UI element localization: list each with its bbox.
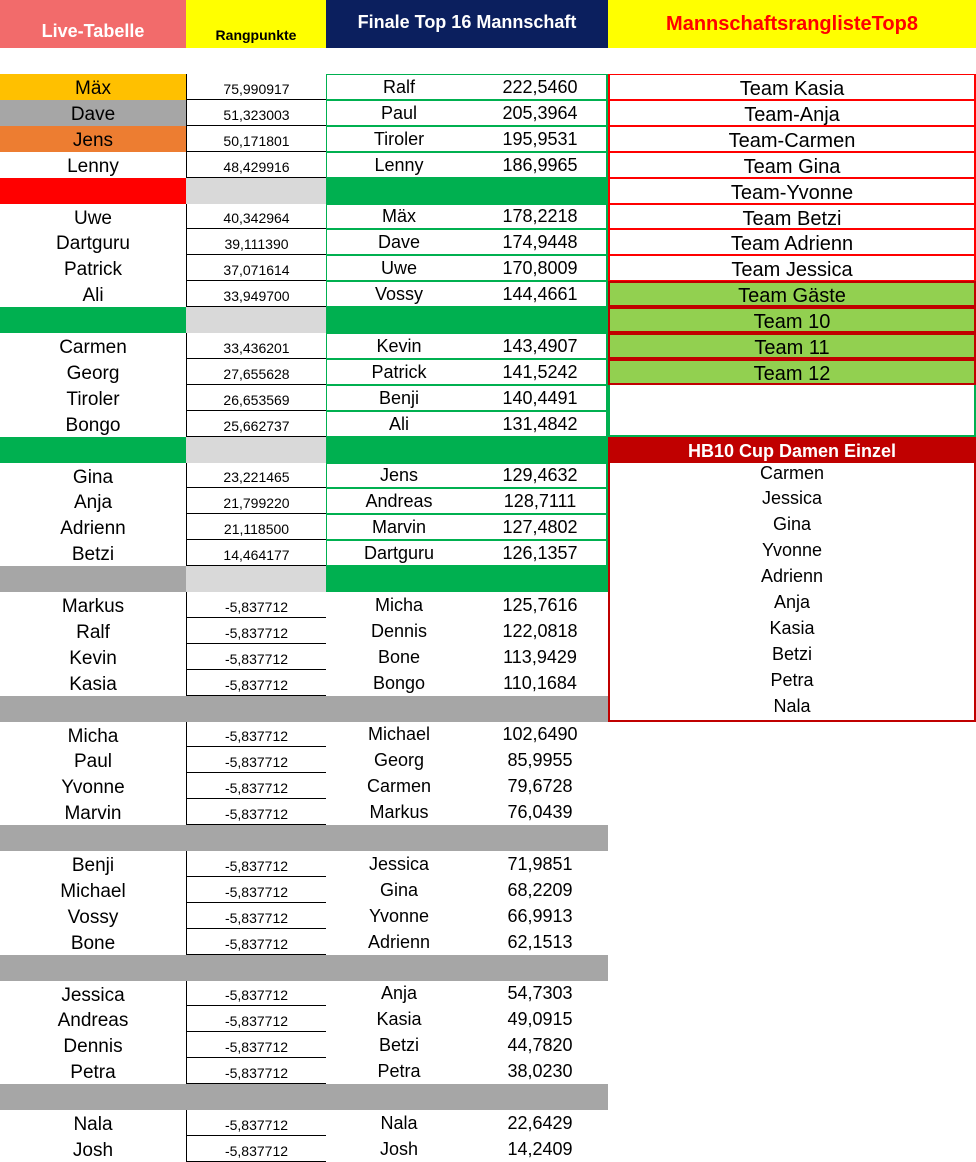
rank-points-header: Rangpunkte: [186, 0, 326, 48]
final-score: 131,4842: [502, 413, 578, 434]
player-name: Bongo: [65, 415, 121, 436]
final-player-name: Adrienn: [367, 931, 431, 952]
final-player-name: Ralf: [382, 76, 415, 97]
final-score: 49,0915: [507, 1008, 573, 1029]
player-name: Markus: [61, 596, 125, 617]
player-name: Jessica: [61, 984, 125, 1006]
final-cell-border: [326, 359, 608, 385]
rank-points: 39,111390: [186, 229, 326, 255]
final-score: 174,9448: [502, 231, 578, 252]
separator-final-cell: [326, 307, 608, 333]
rank-points: 37,071614: [186, 255, 326, 281]
final-player-name: Yvonne: [368, 905, 430, 926]
player-name: Vossy: [67, 907, 119, 928]
final-score: 76,0439: [507, 801, 573, 822]
player-name: Kasia: [69, 674, 117, 695]
final-player-name: Marvin: [371, 516, 426, 537]
final-score: 79,6728: [507, 775, 573, 796]
final-cell-border: [326, 126, 608, 152]
final-score: 68,2209: [507, 879, 573, 900]
rank-points: -5,837712: [186, 1032, 326, 1058]
final-score: 71,9851: [507, 853, 573, 874]
final-player-name: Nala: [380, 1112, 418, 1133]
player-name: Anja: [73, 492, 113, 513]
player-name: Gina: [72, 466, 114, 488]
final-player-name: Dennis: [370, 620, 428, 641]
rank-points: -5,837712: [186, 747, 326, 773]
cup-player: Yvonne: [761, 539, 823, 560]
final-player-name: Betzi: [378, 1034, 420, 1055]
final-player-name: Bone: [377, 646, 421, 667]
player-name: Uwe: [73, 207, 112, 229]
final-player-name: Bongo: [372, 672, 426, 693]
rank-points: -5,837712: [186, 670, 326, 696]
separator-row: [0, 955, 608, 981]
final-score: 178,2218: [502, 206, 578, 226]
final-player-name: Andreas: [365, 490, 433, 511]
final-cell-border: [326, 540, 608, 566]
team-item: Team Betzi: [608, 204, 976, 229]
team-item: [608, 411, 976, 437]
player-name: Mäx: [0, 74, 186, 100]
team-item: Team Gina: [608, 152, 976, 178]
final-cell-border: [326, 514, 608, 540]
rank-points: 51,323003: [186, 100, 326, 126]
team-item: Team Gäste: [608, 281, 976, 307]
final-player-name: Paul: [380, 102, 418, 123]
final-player-name: Mäx: [381, 206, 416, 226]
rank-points: -5,837712: [186, 877, 326, 903]
cup-player: Nala: [773, 695, 811, 716]
separator-points-cell: [186, 566, 326, 592]
cup-player: Gina: [772, 513, 812, 534]
rank-points: 40,342964: [186, 204, 326, 229]
final-score: 222,5460: [502, 76, 578, 97]
final-score: 143,4907: [502, 335, 578, 356]
final-score: 141,5242: [502, 361, 578, 382]
final-player-name: Vossy: [374, 283, 424, 304]
final-player-name: Micha: [374, 594, 423, 615]
player-name: Benji: [71, 855, 115, 876]
rank-points: -5,837712: [186, 644, 326, 670]
rank-points: 27,655628: [186, 359, 326, 385]
cup-player: Kasia: [769, 617, 815, 638]
rank-points: -5,837712: [186, 799, 326, 825]
rank-points: 75,990917: [186, 74, 326, 100]
separator-final-cell: [326, 437, 608, 463]
separator-name-cell: [0, 566, 186, 592]
final-score: 85,9955: [507, 749, 573, 770]
final-cell-border: [326, 255, 608, 281]
final-player-name: Patrick: [371, 361, 427, 382]
cup-player: Carmen: [759, 462, 825, 483]
rank-points: -5,837712: [186, 981, 326, 1006]
team-item: Team 11: [608, 333, 976, 359]
rank-points: -5,837712: [186, 903, 326, 929]
player-name: Bone: [70, 933, 116, 954]
cup-player: Petra: [770, 669, 814, 690]
final-score: 122,0818: [502, 620, 578, 641]
team-item: Team-Anja: [608, 100, 976, 126]
final-player-name: Jens: [379, 465, 419, 485]
player-name: Jens: [0, 126, 186, 152]
cup-player: Adrienn: [760, 565, 824, 586]
separator-row: [0, 1084, 608, 1110]
final-player-name: Benji: [378, 387, 420, 408]
final-score: 44,7820: [507, 1034, 573, 1055]
player-name: Petra: [70, 1062, 116, 1083]
final-cell-border: [326, 229, 608, 255]
final-cell-border: [326, 152, 608, 178]
final-player-name: Dave: [377, 231, 421, 252]
rank-points: 26,653569: [186, 385, 326, 411]
separator-points-cell: [186, 307, 326, 333]
rank-points: 21,799220: [186, 488, 326, 514]
player-name: Yvonne: [61, 777, 125, 798]
final-score: 102,6490: [502, 724, 578, 744]
final-score: 205,3964: [502, 102, 578, 123]
rank-points: -5,837712: [186, 1136, 326, 1162]
final-score: 38,0230: [507, 1060, 573, 1081]
final-score: 126,1357: [502, 542, 578, 563]
rank-points: 21,118500: [186, 514, 326, 540]
player-name: Kevin: [69, 648, 117, 669]
player-name: Dartguru: [56, 233, 130, 254]
final-player-name: Gina: [379, 879, 419, 900]
player-name: Ali: [82, 285, 104, 306]
cup-player: Anja: [773, 591, 811, 612]
final-player-name: Dartguru: [363, 542, 435, 563]
live-table-header: Live-Tabelle: [0, 0, 186, 48]
rank-points: -5,837712: [186, 592, 326, 618]
rank-points: 48,429916: [186, 152, 326, 178]
team-item: Team-Carmen: [608, 126, 976, 152]
final-score: 186,9965: [502, 154, 578, 175]
final-score: 22,6429: [507, 1112, 573, 1133]
final-score: 14,2409: [507, 1138, 573, 1159]
final-top16-header: Finale Top 16 Mannschaft: [326, 0, 608, 48]
team-item: Team-Yvonne: [608, 178, 976, 204]
final-score: 66,9913: [507, 905, 573, 926]
rank-points: -5,837712: [186, 1110, 326, 1136]
final-cell-border: [326, 463, 608, 488]
player-name: Betzi: [71, 544, 115, 565]
final-score: 140,4491: [502, 387, 578, 408]
final-cell-border: [326, 411, 608, 437]
rank-points: -5,837712: [186, 1006, 326, 1032]
player-name: Andreas: [57, 1010, 129, 1031]
player-name: Micha: [67, 725, 119, 747]
team-item: Team 12: [608, 359, 976, 385]
separator-row: [0, 825, 608, 851]
team-ranking-header: MannschaftsranglisteTop8: [608, 0, 976, 48]
separator-row: [0, 696, 608, 722]
final-player-name: Josh: [379, 1138, 419, 1159]
separator-final-cell: [326, 178, 608, 204]
team-item: Team Kasia: [608, 74, 976, 100]
final-player-name: Uwe: [380, 257, 417, 278]
final-score: 195,9531: [502, 128, 578, 149]
team-item: [608, 385, 976, 411]
separator-points-cell: [186, 178, 326, 204]
final-cell-border: [326, 281, 608, 307]
player-name: Carmen: [59, 337, 127, 358]
final-player-name: Jessica: [368, 853, 430, 874]
team-item: Team Adrienn: [608, 229, 976, 255]
separator-name-cell: [0, 437, 186, 463]
player-name: Marvin: [64, 803, 122, 824]
rank-points: -5,837712: [186, 722, 326, 747]
team-item: Team Jessica: [608, 255, 976, 281]
final-cell-border: [326, 385, 608, 411]
final-score: 110,1684: [503, 672, 577, 693]
final-player-name: Michael: [367, 724, 431, 744]
final-cell-border: [326, 100, 608, 126]
rank-points: -5,837712: [186, 1058, 326, 1084]
separator-points-cell: [186, 437, 326, 463]
player-name: Dave: [0, 100, 186, 126]
player-name: Josh: [72, 1140, 114, 1161]
rank-points: 33,436201: [186, 333, 326, 359]
player-name: Georg: [66, 363, 120, 384]
final-score: 125,7616: [502, 594, 578, 615]
rank-points: -5,837712: [186, 773, 326, 799]
final-score: 170,8009: [502, 257, 578, 278]
final-player-name: Petra: [377, 1060, 421, 1081]
player-name: Tiroler: [66, 389, 120, 410]
player-name: Michael: [60, 881, 126, 902]
final-score: 113,9429: [503, 646, 577, 667]
final-score: 144,4661: [502, 283, 578, 304]
cup-player: Betzi: [771, 643, 813, 664]
final-player-name: Kevin: [376, 335, 422, 356]
final-player-name: Georg: [373, 749, 425, 770]
final-cell-border: [326, 74, 608, 100]
player-name: Nala: [73, 1114, 113, 1135]
separator-name-cell: [0, 307, 186, 333]
rank-points: 25,662737: [186, 411, 326, 437]
final-cell-border: [326, 204, 608, 229]
player-name: Paul: [73, 751, 113, 772]
final-player-name: Carmen: [366, 775, 432, 796]
rank-points: -5,837712: [186, 618, 326, 644]
final-score: 62,1513: [507, 931, 573, 952]
player-name: Patrick: [63, 259, 123, 280]
rank-points: -5,837712: [186, 929, 326, 955]
final-score: 127,4802: [502, 516, 578, 537]
separator-final-cell: [326, 566, 608, 592]
rank-points: 50,171801: [186, 126, 326, 152]
player-name: Ralf: [76, 622, 110, 643]
player-name: Adrienn: [60, 518, 126, 539]
team-item: Team 10: [608, 307, 976, 333]
rank-points: 33,949700: [186, 281, 326, 307]
cup-player: Jessica: [761, 487, 823, 508]
final-player-name: Markus: [369, 801, 429, 822]
final-score: 128,7111: [503, 490, 577, 511]
final-player-name: Kasia: [376, 1008, 422, 1029]
final-cell-border: [326, 488, 608, 514]
player-name: Lenny: [67, 156, 119, 177]
final-player-name: Tiroler: [373, 128, 425, 149]
final-player-name: Anja: [380, 983, 418, 1003]
player-name: Dennis: [63, 1036, 123, 1057]
rank-points: 23,221465: [186, 463, 326, 488]
final-player-name: Lenny: [374, 154, 424, 175]
separator-name-cell: [0, 178, 186, 204]
cup-title: HB10 Cup Damen Einzel: [608, 437, 976, 463]
final-score: 54,7303: [507, 983, 573, 1003]
final-cell-border: [326, 333, 608, 359]
final-score: 129,4632: [502, 465, 578, 485]
final-player-name: Ali: [388, 413, 409, 434]
rank-points: 14,464177: [186, 540, 326, 566]
rank-points: -5,837712: [186, 851, 326, 877]
